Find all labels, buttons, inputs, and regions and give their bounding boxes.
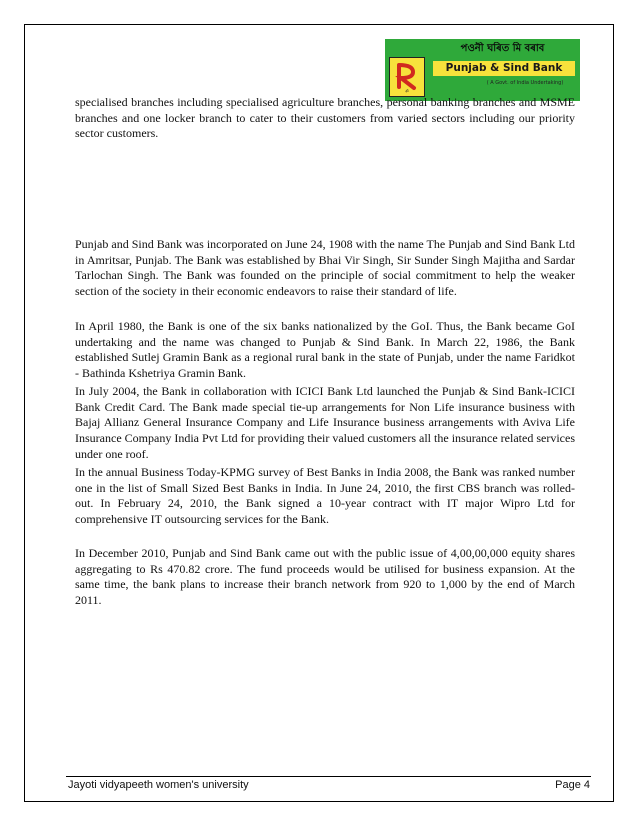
paragraph-1: specialised branches including specialised agriculture branches, personal banking branches and MSME branches and one locker branch to cater to their customers from varied sectors including our priority sector customers.: [75, 95, 575, 141]
logo-tagline: ( A Govt. of India Undertaking): [486, 80, 564, 86]
paragraph-5: In the annual Business Today-KPMG survey of Best Banks in India 2008, the Bank was ranked number one in the list of Small Sized Best Banks in India. In June 24, 2010, the first CBS branch was rolled-out. In February 24, 2010, the Bank signed a 10-year contract with IT major Wipro Ltd for comprehensive IT outsourcing services for the Bank.: [75, 465, 575, 527]
page-number: Page 4: [555, 779, 590, 791]
paragraph-3: In April 1980, the Bank is one of the six banks nationalized by the GoI. Thus, the Bank became GoI undertaking and the name was changed to Punjab & Sind Bank. In March 22, 1986, the Bank established Sutlej Gramin Bank as a regional rural bank in the state of Punjab, under the name Faridkot - Bathinda Kshetriya Gramin Bank.: [75, 319, 575, 381]
logo-bank-name: Punjab & Sind Bank: [433, 61, 575, 76]
logo-top-text: পওনী ঘৰিত মি বৰাব: [460, 43, 545, 54]
paragraph-2: Punjab and Sind Bank was incorporated on June 24, 1908 with the name The Punjab and Sind Bank Ltd in Amritsar, Punjab. The Bank was established by Bhai Vir Singh, Sir Sunder Singh Majitha and Sardar Tarlochan Singh. The Bank was founded on the principle of social commitment to help the weaker section of the society in their economic endeavors to raise their standard of life.: [75, 237, 575, 299]
paragraph-6: In December 2010, Punjab and Sind Bank came out with the public issue of 4,00,00,000 equity shares aggregating to Rs 470.82 crore. The fund proceeds would be utilised for business expansion. At the same time, the bank plans to increase their branch network from 920 to 1,000 by the end of March 2011.: [75, 546, 575, 608]
footer-university: Jayoti vidyapeeth women's university: [68, 779, 249, 791]
logo-emblem-icon: [389, 57, 425, 97]
bank-logo: [385, 39, 580, 101]
paragraph-4: In July 2004, the Bank in collaboration with ICICI Bank Ltd launched the Punjab & Sind Bank-ICICI Bank Credit Card. The Bank made special tie-up arrangements for Non Life insurance business with Bajaj Allianz General Insurance Company and Life Insurance business arrangements with Aviva Life Insurance Company India Pvt Ltd for providing their valued customers all the insurance related services under one roof.: [75, 384, 575, 461]
svg-text:ॐ: ॐ: [405, 88, 409, 93]
footer-divider: [66, 776, 591, 777]
